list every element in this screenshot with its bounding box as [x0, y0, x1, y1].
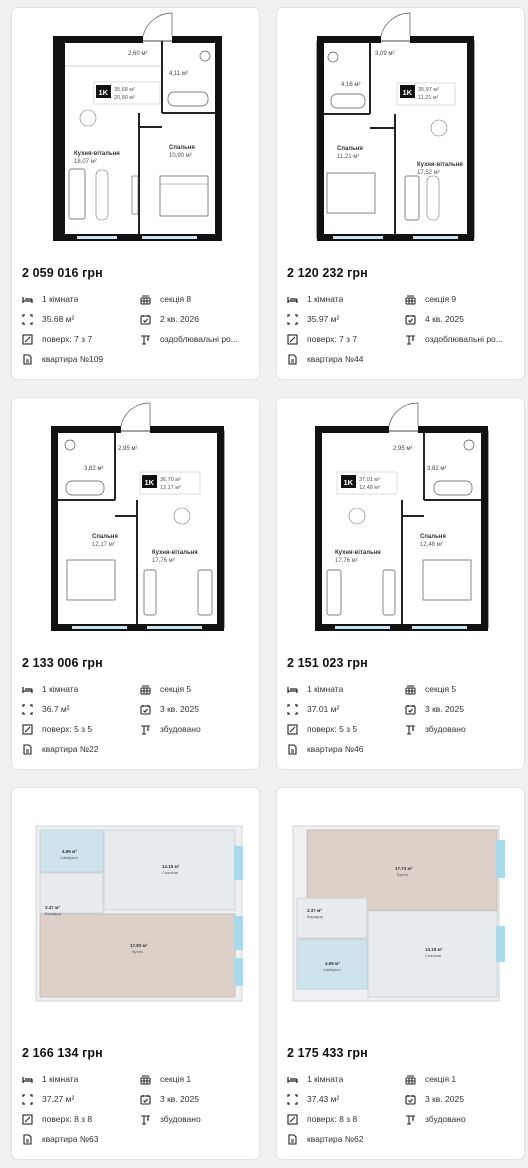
building-icon — [140, 1074, 151, 1085]
status-prop: оздоблювальні ро... — [405, 333, 519, 345]
calendar-icon — [405, 314, 416, 325]
svg-text:Коридор: Коридор — [45, 911, 61, 916]
bed-icon — [287, 684, 298, 695]
document-icon — [22, 744, 33, 755]
area-prop: 35.68 м² — [22, 313, 140, 325]
crane-icon — [140, 334, 151, 345]
calendar-icon — [140, 1094, 151, 1105]
svg-text:Санвузол: Санвузол — [323, 967, 341, 972]
rooms-prop: 1 кімната — [287, 1073, 405, 1085]
crane-icon — [405, 334, 416, 345]
rooms-prop: 1 кімната — [22, 1073, 140, 1085]
building-icon — [140, 294, 151, 305]
section-prop: секція 9 — [405, 293, 519, 305]
svg-text:11,21 м²: 11,21 м² — [418, 95, 439, 101]
svg-text:4,11 м²: 4,11 м² — [169, 71, 189, 77]
svg-text:4.99 м²: 4.99 м² — [325, 961, 340, 966]
svg-text:1K: 1K — [343, 478, 354, 487]
apartment-prop: квартира №22 — [22, 743, 140, 755]
svg-text:Кухня-вітальня: Кухня-вітальня — [152, 550, 198, 556]
status-prop: збудовано — [140, 723, 254, 735]
status-prop: збудовано — [405, 723, 519, 735]
svg-text:17,76 м²: 17,76 м² — [335, 558, 358, 564]
bed-icon — [22, 294, 33, 305]
floor-plan — [277, 788, 524, 1033]
svg-text:4,16 м²: 4,16 м² — [341, 82, 361, 88]
floor-plan — [277, 398, 524, 643]
calendar-icon — [140, 704, 151, 715]
svg-text:1K: 1K — [144, 478, 155, 487]
bed-icon — [22, 1074, 33, 1085]
svg-text:2,95 м²: 2,95 м² — [118, 446, 138, 452]
document-icon — [22, 354, 33, 365]
svg-text:Спальня: Спальня — [169, 145, 195, 151]
apartment-card[interactable] — [276, 787, 525, 1160]
floor-prop: поверх: 7 з 7 — [22, 333, 140, 345]
svg-text:13.15 м²: 13.15 м² — [162, 864, 180, 869]
section-prop: секція 1 — [140, 1073, 254, 1085]
date-prop: 3 кв. 2025 — [140, 1093, 254, 1105]
rooms-prop: 1 кімната — [287, 683, 405, 695]
area-prop: 36.7 м² — [22, 703, 140, 715]
floor-icon — [22, 1114, 33, 1125]
apartment-card[interactable] — [11, 397, 260, 770]
floor-prop: поверх: 8 з 8 — [287, 1113, 405, 1125]
crane-icon — [405, 724, 416, 735]
status-prop: збудовано — [140, 1113, 254, 1125]
rooms-prop: 1 кімната — [287, 293, 405, 305]
apartment-prop: квартира №63 — [22, 1133, 140, 1145]
svg-text:35,68 м²: 35,68 м² — [114, 87, 135, 93]
building-icon — [405, 294, 416, 305]
svg-text:13.19 м²: 13.19 м² — [425, 947, 443, 952]
svg-text:18,07 м²: 18,07 м² — [74, 159, 97, 165]
area-icon — [287, 704, 298, 715]
floor-icon — [22, 724, 33, 735]
apartment-prop: квартира №109 — [22, 353, 140, 365]
floor-icon — [22, 334, 33, 345]
bed-icon — [287, 294, 298, 305]
apartment-card[interactable] — [11, 787, 260, 1160]
calendar-icon — [405, 704, 416, 715]
building-icon — [405, 1074, 416, 1085]
price: 2 166 134 грн — [22, 1046, 103, 1060]
status-prop: оздоблювальні ро... — [140, 333, 254, 345]
crane-icon — [405, 1114, 416, 1125]
svg-text:20,90 м²: 20,90 м² — [114, 95, 135, 101]
floor-prop: поверх: 5 з 5 — [22, 723, 140, 735]
date-prop: 3 кв. 2025 — [140, 703, 254, 715]
price: 2 133 006 грн — [22, 656, 103, 670]
price: 2 175 433 грн — [287, 1046, 368, 1060]
rooms-prop: 1 кімната — [22, 683, 140, 695]
area-icon — [22, 314, 33, 325]
building-icon — [405, 684, 416, 695]
crane-icon — [140, 724, 151, 735]
svg-text:3.37 м²: 3.37 м² — [45, 905, 60, 910]
svg-text:Спальня: Спальня — [420, 534, 446, 540]
svg-text:10,90 м²: 10,90 м² — [169, 153, 192, 159]
property-list — [22, 1073, 254, 1145]
property-list — [287, 1073, 519, 1145]
price: 2 120 232 грн — [287, 266, 368, 280]
price: 2 059 016 грн — [22, 266, 103, 280]
svg-text:3,82 м²: 3,82 м² — [84, 466, 104, 472]
apartment-prop: квартира №46 — [287, 743, 405, 755]
floor-icon — [287, 334, 298, 345]
rooms-badge: 1K — [98, 88, 109, 97]
svg-text:2,95 м²: 2,95 м² — [393, 446, 413, 452]
document-icon — [22, 1134, 33, 1145]
svg-text:12,48 м²: 12,48 м² — [420, 542, 443, 548]
svg-text:Кухня-вітальня: Кухня-вітальня — [417, 162, 463, 168]
floor-plan — [12, 398, 259, 643]
floor-plan — [12, 788, 259, 1033]
apartment-prop: квартира №62 — [287, 1133, 405, 1145]
svg-text:17,76 м²: 17,76 м² — [152, 558, 175, 564]
bed-icon — [287, 1074, 298, 1085]
svg-text:Кухня-вітальня: Кухня-вітальня — [74, 151, 120, 157]
apartment-prop: квартира №44 — [287, 353, 405, 365]
svg-text:Кухня-вітальня: Кухня-вітальня — [335, 550, 381, 556]
svg-text:Кухня: Кухня — [132, 949, 143, 954]
document-icon — [287, 1134, 298, 1145]
floor-icon — [287, 1114, 298, 1125]
calendar-icon — [405, 1094, 416, 1105]
svg-text:4.99 м²: 4.99 м² — [62, 849, 77, 854]
floor-prop: поверх: 5 з 5 — [287, 723, 405, 735]
svg-text:12,48 м²: 12,48 м² — [359, 485, 380, 491]
section-prop: секція 5 — [140, 683, 254, 695]
svg-text:Спальня: Спальня — [337, 146, 363, 152]
area-prop: 37.27 м² — [22, 1093, 140, 1105]
property-list — [287, 683, 519, 755]
svg-text:17.73 м²: 17.73 м² — [395, 866, 413, 871]
section-prop: секція 1 — [405, 1073, 519, 1085]
svg-text:3.37 м²: 3.37 м² — [307, 908, 322, 913]
svg-text:36,70 м²: 36,70 м² — [160, 477, 181, 483]
svg-text:35,97 м²: 35,97 м² — [418, 87, 439, 93]
area-icon — [22, 1094, 33, 1105]
svg-text:1K: 1K — [402, 88, 413, 97]
floor-icon — [287, 724, 298, 735]
property-list — [22, 293, 254, 365]
date-prop: 3 кв. 2025 — [405, 1093, 519, 1105]
area-prop: 35.97 м² — [287, 313, 405, 325]
svg-text:Спальня: Спальня — [92, 534, 118, 540]
building-icon — [140, 684, 151, 695]
svg-text:3,09 м²: 3,09 м² — [375, 51, 395, 57]
svg-text:17.83 м²: 17.83 м² — [130, 943, 148, 948]
rooms-prop: 1 кімната — [22, 293, 140, 305]
section-prop: секція 5 — [405, 683, 519, 695]
calendar-icon — [140, 314, 151, 325]
document-icon — [287, 354, 298, 365]
svg-text:2,60 м²: 2,60 м² — [128, 51, 148, 57]
svg-text:17,52 м²: 17,52 м² — [417, 170, 440, 176]
date-prop: 2 кв. 2026 — [140, 313, 254, 325]
date-prop: 4 кв. 2025 — [405, 313, 519, 325]
property-list — [22, 683, 254, 755]
bed-icon — [22, 684, 33, 695]
svg-text:Спальня: Спальня — [162, 870, 179, 875]
svg-text:12,17 м²: 12,17 м² — [92, 542, 115, 548]
svg-text:Спальня: Спальня — [425, 953, 442, 958]
area-icon — [22, 704, 33, 715]
area-prop: 37.43 м² — [287, 1093, 405, 1105]
date-prop: 3 кв. 2025 — [405, 703, 519, 715]
status-prop: збудовано — [405, 1113, 519, 1125]
floor-plan — [12, 8, 259, 253]
svg-text:Коридор: Коридор — [307, 914, 323, 919]
apartment-card[interactable] — [276, 397, 525, 770]
area-icon — [287, 1094, 298, 1105]
floor-plan — [277, 8, 524, 253]
svg-text:3,82 м²: 3,82 м² — [427, 466, 447, 472]
area-icon — [287, 314, 298, 325]
svg-text:12,17 м²: 12,17 м² — [160, 485, 181, 491]
apartment-card[interactable] — [276, 7, 525, 380]
document-icon — [287, 744, 298, 755]
price: 2 151 023 грн — [287, 656, 368, 670]
area-prop: 37.01 м² — [287, 703, 405, 715]
floor-prop: поверх: 7 з 7 — [287, 333, 405, 345]
floor-prop: поверх: 8 з 8 — [22, 1113, 140, 1125]
apartment-card[interactable] — [11, 7, 260, 380]
svg-text:37,01 м²: 37,01 м² — [359, 477, 380, 483]
crane-icon — [140, 1114, 151, 1125]
svg-text:11,21 м²: 11,21 м² — [337, 154, 360, 160]
svg-text:Санвузол: Санвузол — [60, 855, 78, 860]
svg-text:Кухня: Кухня — [397, 872, 408, 877]
property-list — [287, 293, 519, 365]
section-prop: секція 8 — [140, 293, 254, 305]
